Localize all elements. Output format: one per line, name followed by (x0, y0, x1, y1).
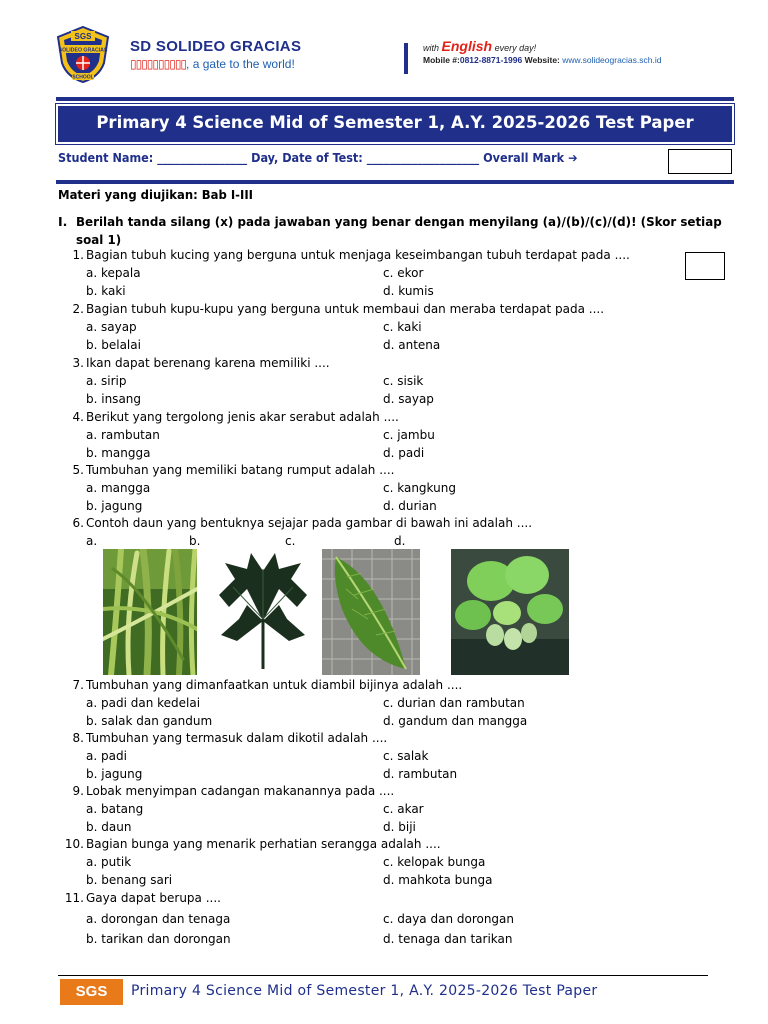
option-c[interactable]: c. durian dan rambutan (383, 696, 525, 710)
option-c[interactable]: c. kangkung (383, 481, 456, 495)
option-d[interactable]: d. padi (383, 446, 425, 460)
svg-text:SGS: SGS (74, 32, 92, 41)
question-9 (58, 784, 394, 798)
question-number: 11. (64, 891, 84, 905)
option-a[interactable]: a. sayap (86, 320, 137, 334)
question-number: 9. (72, 784, 84, 798)
question-2 (58, 302, 604, 316)
english-promo: with English every day! (423, 38, 537, 54)
question-text: Tumbuhan yang dimanfaatkan untuk diambil bijinya adalah .... (86, 678, 463, 692)
question-text: Ikan dapat berenang karena memiliki .... (86, 356, 330, 370)
option-c[interactable]: c. akar (383, 802, 424, 816)
question-number: 5. (72, 463, 84, 477)
section-instruction: I. Berilah tanda silang (x) pada jawaban yang benar dengan menyilang (a)/(b)/(c)/(d)! (Skor setiap soal 1) (58, 214, 722, 247)
question-number: 2. (72, 302, 84, 316)
question-number: 7. (72, 678, 84, 692)
option-c[interactable]: c. kaki (383, 320, 422, 334)
picture-corn-leaves[interactable] (103, 549, 197, 675)
tagline-symbols: ▯▯▯▯▯▯▯▯▯▯ (130, 57, 187, 71)
option-c[interactable]: c. jambu (383, 428, 435, 442)
question-3 (58, 356, 330, 370)
tagline-text: , a gate to the world! (186, 57, 295, 71)
contact-info: Mobile #:0812-8871-1996 Website: www.solideogracias.sch.id (423, 55, 662, 65)
option-b[interactable]: b. daun (86, 820, 132, 834)
question-number: 3. (72, 356, 84, 370)
option-c[interactable]: c. daya dan dorongan (383, 912, 515, 926)
picture-palmate-leaf[interactable] (217, 549, 309, 675)
svg-text:SOLIDEO GRACIAS: SOLIDEO GRACIAS (58, 47, 108, 54)
footer-title: Primary 4 Science Mid of Semester 1, A.Y. 2025-2026 Test Paper (131, 983, 598, 999)
option-a[interactable]: a. kepala (86, 266, 141, 280)
option-c[interactable]: c. ekor (383, 266, 424, 280)
option-d[interactable]: d. biji (383, 820, 416, 834)
question-number: 8. (72, 731, 84, 745)
option-a[interactable]: a. mangga (86, 481, 151, 495)
school-name: SD SOLIDEO GRACIAS (130, 38, 302, 55)
svg-text:SCHOOL: SCHOOL (72, 74, 94, 81)
question-text: Tumbuhan yang memiliki batang rumput adalah .... (86, 463, 395, 477)
section-score-box[interactable] (685, 252, 725, 280)
test-date-field[interactable]: ____________________ (366, 150, 480, 165)
option-b[interactable]: b. jagung (86, 499, 143, 513)
materi-line: Materi yang diujikan: Bab I-III (58, 187, 253, 202)
option-b[interactable]: b. kaki (86, 284, 126, 298)
question-number: 4. (72, 410, 84, 424)
title-rule-top (56, 97, 734, 101)
option-b[interactable]: b. mangga (86, 446, 151, 460)
option-b[interactable]: b. belalai (86, 338, 141, 352)
question-text: Contoh daun yang bentuknya sejajar pada gambar di bawah ini adalah .... (86, 516, 533, 530)
student-info-row: Student Name: ________________ Day, Date of Test: ____________________ Overall Mark ➔ (58, 150, 578, 165)
question-text: Bagian bunga yang menarik perhatian serangga adalah .... (86, 837, 441, 851)
question-11 (58, 891, 221, 905)
footer-rule (58, 975, 708, 976)
question-text: Lobak menyimpan cadangan makanannya pada .... (86, 784, 395, 798)
option-b[interactable]: b. insang (86, 392, 142, 406)
question-1 (58, 248, 630, 262)
title-rule-bottom (56, 180, 734, 184)
option-b[interactable]: b. jagung (86, 767, 143, 781)
question-text: Gaya dapat berupa .... (86, 891, 221, 905)
option-d[interactable]: d. mahkota bunga (383, 873, 493, 887)
question-number: 6. (72, 516, 84, 530)
option-d[interactable]: d. gandum dan mangga (383, 714, 528, 728)
option-a[interactable]: a. putik (86, 855, 132, 869)
question-text: Berikut yang tergolong jenis akar serabut adalah .... (86, 410, 399, 424)
picture-option-label[interactable]: b. (189, 534, 201, 548)
website-link[interactable]: www.solideogracias.sch.id (562, 55, 662, 65)
option-d[interactable]: d. rambutan (383, 767, 458, 781)
question-text: Tumbuhan yang termasuk dalam dikotil adalah .... (86, 731, 388, 745)
option-c[interactable]: c. kelopak bunga (383, 855, 486, 869)
option-a[interactable]: a. padi (86, 749, 127, 763)
option-a[interactable]: a. sirip (86, 374, 127, 388)
option-b[interactable]: b. tarikan dan dorongan (86, 932, 231, 946)
option-d[interactable]: d. sayap (383, 392, 434, 406)
school-logo (54, 25, 112, 83)
question-10 (58, 837, 441, 851)
option-a[interactable]: a. batang (86, 802, 144, 816)
footer-badge: SGS (60, 979, 123, 1005)
arrow-right-icon: ➔ (568, 150, 578, 165)
overall-mark-box[interactable] (668, 149, 732, 174)
page-title: Primary 4 Science Mid of Semester 1, A.Y. 2025-2026 Test Paper (96, 113, 694, 132)
student-name-field[interactable]: ________________ (157, 150, 248, 165)
question-number: 1. (72, 248, 84, 262)
option-d[interactable]: d. kumis (383, 284, 434, 298)
picture-option-label[interactable]: c. (285, 534, 296, 548)
question-6 (58, 516, 532, 530)
option-b[interactable]: b. salak dan gandum (86, 714, 213, 728)
option-b[interactable]: b. benang sari (86, 873, 173, 887)
option-a[interactable]: a. dorongan dan tenaga (86, 912, 231, 926)
option-d[interactable]: d. durian (383, 499, 437, 513)
question-8 (58, 731, 387, 745)
question-5 (58, 463, 394, 477)
picture-option-label[interactable]: a. (86, 534, 98, 548)
question-4 (58, 410, 399, 424)
option-c[interactable]: c. sisik (383, 374, 424, 388)
option-d[interactable]: d. tenaga dan tarikan (383, 932, 513, 946)
header-divider (404, 43, 408, 74)
picture-option-label[interactable]: d. (394, 534, 406, 548)
picture-water-hyacinth[interactable] (451, 549, 569, 675)
question-7 (58, 678, 462, 692)
option-a[interactable]: a. padi dan kedelai (86, 696, 201, 710)
picture-parallel-leaf[interactable] (322, 549, 420, 675)
option-a[interactable]: a. rambutan (86, 428, 160, 442)
question-number: 10. (64, 837, 84, 851)
title-banner (56, 104, 734, 144)
option-c[interactable]: c. salak (383, 749, 429, 763)
tagline (130, 57, 295, 71)
option-d[interactable]: d. antena (383, 338, 441, 352)
question-text: Bagian tubuh kupu-kupu yang berguna untuk membaui dan meraba terdapat pada .... (86, 302, 605, 316)
question-text: Bagian tubuh kucing yang berguna untuk menjaga keseimbangan tubuh terdapat pada .... (86, 248, 630, 262)
